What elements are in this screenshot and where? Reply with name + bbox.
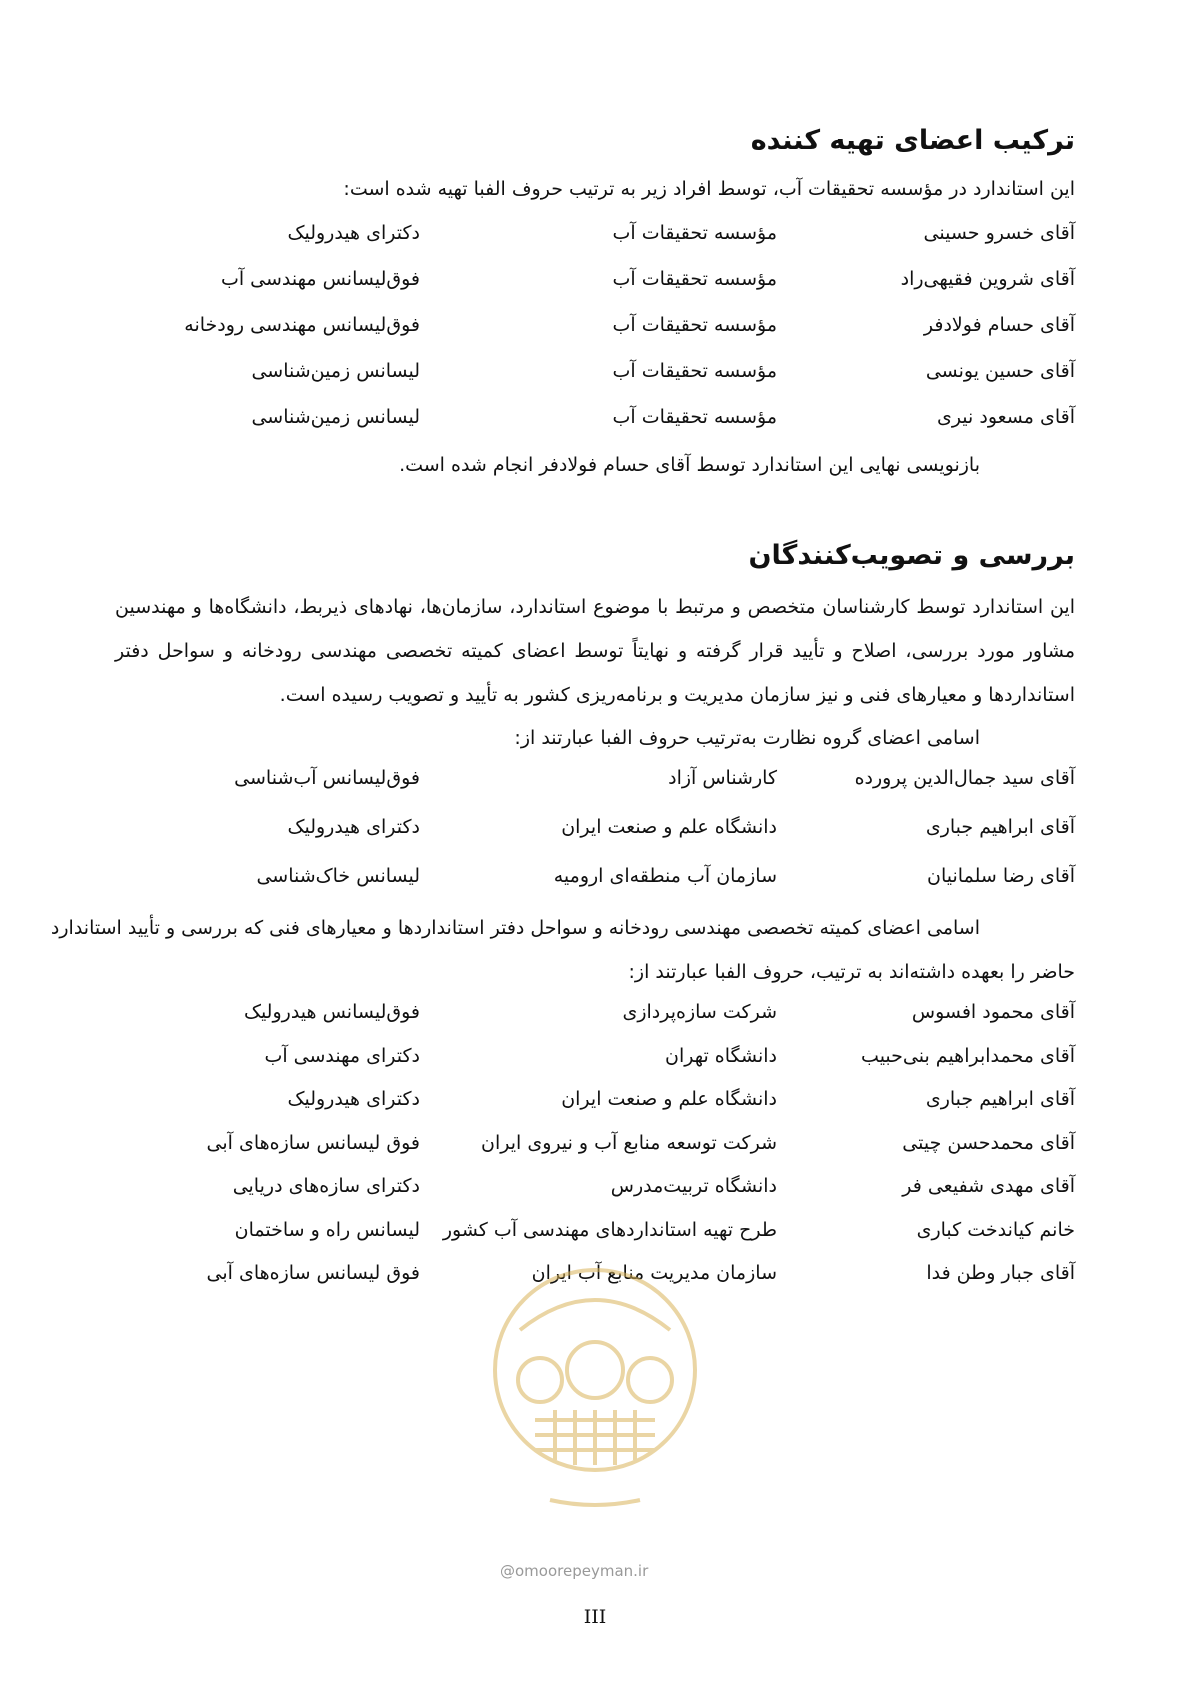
member-degree: لیسانس راه و ساختمان: [234, 1218, 420, 1241]
table-row: [115, 1219, 1075, 1249]
table-row: [115, 767, 1075, 797]
member-organization: مؤسسه تحقیقات آب: [612, 360, 777, 382]
member-organization: مؤسسه تحقیقات آب: [612, 268, 777, 290]
table-row: [115, 1175, 1075, 1205]
member-name: خانم کیاندخت کباری: [916, 1218, 1075, 1241]
member-name: آقای حسام فولادفر: [923, 314, 1075, 336]
page-number: III: [583, 1606, 607, 1628]
member-organization: دانشگاه علم و صنعت ایران: [561, 816, 777, 838]
member-degree: لیسانس زمین‌شناسی: [251, 360, 420, 382]
member-degree: فوق لیسانس سازه‌های آبی: [206, 1262, 420, 1284]
table-row: [115, 406, 1075, 436]
member-name: آقای محمدابراهیم بنی‌حبیب: [861, 1044, 1075, 1067]
member-degree: فوق‌لیسانس مهندسی آب: [220, 268, 420, 290]
section-title-preparers: ترکیب اعضای تهیه کننده: [750, 125, 1075, 156]
watermark-site: @omoorepeyman.ir: [500, 1562, 649, 1580]
table-row: [115, 1132, 1075, 1162]
watermark-seal-icon: [480, 1260, 710, 1520]
member-name: آقای رضا سلمانیان: [927, 865, 1075, 887]
review-paragraph-line-1: این استاندارد توسط کارشناسان متخصص و مرتبط با موضوع استاندارد، سازمان‌ها، نهادهای ذیربط، دانشگاه‌ها و مهندسین: [115, 596, 1075, 618]
member-degree: دکترای مهندسی آب: [264, 1044, 420, 1067]
member-name: آقای مسعود نیری: [936, 406, 1075, 428]
member-organization: مؤسسه تحقیقات آب: [612, 222, 777, 244]
section-title-reviewers: بررسی و تصویب‌کنندگان: [748, 540, 1075, 571]
committee-intro-line-1: اسامی اعضای کمیته تخصصی مهندسی رودخانه و سواحل دفتر استانداردها و معیارهای فنی که بررسی و تأیید استاندارد: [50, 917, 980, 939]
preparers-intro: این استاندارد در مؤسسه تحقیقات آب، توسط افراد زیر به ترتیب حروف الفبا تهیه شده است:: [343, 178, 1075, 200]
review-paragraph-line-2: مشاور مورد بررسی، اصلاح و تأیید قرار گرفته و نهایتاً توسط اعضای کمیته تخصصی مهندسی رودخانه و سواحل دفتر: [115, 640, 1075, 662]
member-name: آقای ابراهیم جباری: [925, 816, 1075, 838]
member-name: آقای مهدی شفیعی فر: [902, 1175, 1075, 1197]
table-row: [115, 816, 1075, 846]
table-row: [115, 865, 1075, 895]
member-name: آقای محمدحسن چیتی: [902, 1131, 1075, 1154]
member-name: آقای محمود افسوس: [911, 1001, 1075, 1023]
table-row: [115, 314, 1075, 344]
member-degree: دکترای هیدرولیک: [287, 816, 420, 838]
review-paragraph-line-3: استانداردها و معیارهای فنی و نیز سازمان مدیریت و برنامه‌ریزی کشور به تأیید و تصویب رسیده است.: [279, 684, 1075, 706]
member-degree: لیسانس زمین‌شناسی: [251, 406, 420, 428]
member-organization: شرکت سازه‌پردازی: [622, 1001, 777, 1023]
member-degree: دکترای هیدرولیک: [287, 1088, 420, 1110]
member-organization: سازمان آب منطقه‌ای ارومیه: [553, 865, 777, 887]
member-name: آقای جبار وطن فدا: [926, 1262, 1075, 1284]
member-degree: فوق‌لیسانس مهندسی رودخانه: [184, 314, 420, 336]
table-row: [115, 1045, 1075, 1075]
member-organization: مؤسسه تحقیقات آب: [612, 314, 777, 336]
member-degree: فوق‌لیسانس آب‌شناسی: [234, 767, 420, 789]
table-row: [115, 1001, 1075, 1031]
member-degree: فوق لیسانس سازه‌های آبی: [206, 1131, 420, 1154]
table-row: [115, 222, 1075, 252]
member-degree: دکترای هیدرولیک: [287, 222, 420, 244]
member-organization: سازمان مدیریت منابع آب ایران: [531, 1262, 777, 1284]
member-organization: طرح تهیه استانداردهای مهندسی آب کشور: [442, 1218, 777, 1241]
member-degree: دکترای سازه‌های دریایی: [232, 1175, 420, 1197]
supervision-intro: اسامی اعضای گروه نظارت به‌ترتیب حروف الفبا عبارتند از:: [514, 727, 980, 749]
table-row: [115, 1088, 1075, 1118]
member-name: آقای حسین یونسی: [925, 360, 1075, 382]
member-organization: دانشگاه علم و صنعت ایران: [561, 1088, 777, 1110]
member-organization: مؤسسه تحقیقات آب: [612, 406, 777, 428]
table-row: [115, 360, 1075, 390]
member-degree: لیسانس خاک‌شناسی: [256, 865, 420, 887]
member-name: آقای ابراهیم جباری: [925, 1088, 1075, 1110]
table-row: [115, 268, 1075, 298]
member-organization: دانشگاه تربیت‌مدرس: [610, 1175, 777, 1197]
member-organization: کارشناس آزاد: [668, 767, 777, 789]
member-name: آقای شروین فقیهی‌راد: [900, 268, 1075, 290]
member-name: آقای سید جمال‌الدین پرورده: [854, 767, 1075, 789]
final-revision-note: بازنویسی نهایی این استاندارد توسط آقای حسام فولادفر انجام شده است.: [399, 454, 980, 476]
member-degree: فوق‌لیسانس هیدرولیک: [243, 1001, 420, 1023]
member-organization: دانشگاه تهران: [664, 1044, 777, 1067]
member-organization: شرکت توسعه منابع آب و نیروی ایران: [481, 1131, 777, 1154]
committee-intro-line-2: حاضر را بعهده داشته‌اند به ترتیب، حروف الفبا عبارتند از:: [628, 961, 1075, 983]
member-name: آقای خسرو حسینی: [923, 222, 1075, 244]
